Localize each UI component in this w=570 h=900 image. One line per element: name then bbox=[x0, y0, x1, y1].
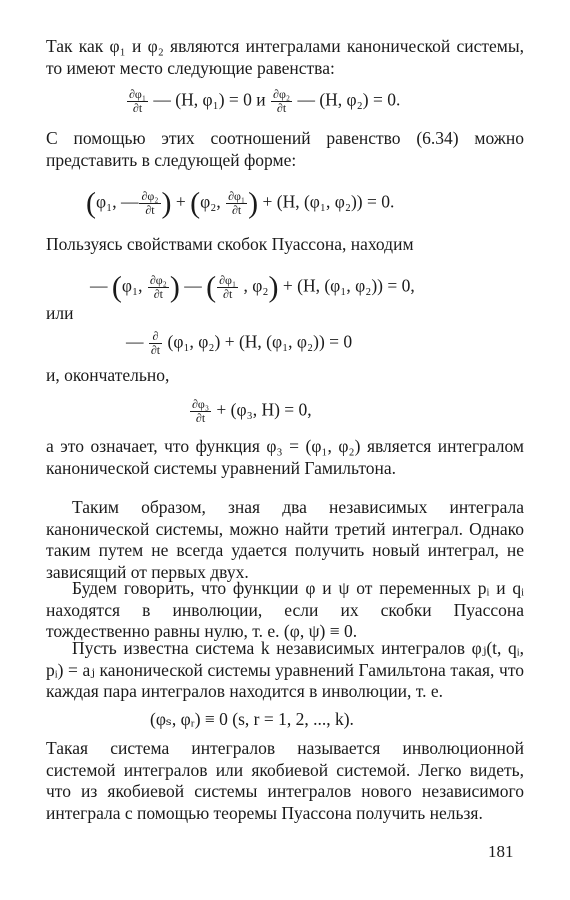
fraction: $\frac{\partial}{\partial t}$ bbox=[150, 329, 161, 357]
paragraph-3: Пользуясь свойствами скобок Пуассона, находим bbox=[46, 234, 414, 254]
fraction: $\frac{\text{∂φ₂}}{\partial t}$ bbox=[149, 273, 167, 301]
paragraph-8: Будем говорить, что функции φ и ψ от переменных pᵢ и qᵢ находятся в инволюции, если их скобки Пуассона тождественно равны нулю, т. е. (φ, ψ) ≡ 0. bbox=[46, 578, 524, 641]
paragraph-2: С помощью этих соотношений равенство (6.34) можно представить в следующей форме: bbox=[46, 128, 524, 170]
fraction: $\frac{\text{∂φ₃}}{\partial t}$ bbox=[192, 397, 210, 425]
paragraph-7: Таким образом, зная два независимых интеграла канонической системы, можно найти третий интеграл. Однако таким путем не всегда удается получить новый интеграл, не зависящий от первых двух. bbox=[46, 497, 524, 582]
fraction: $\frac{\text{∂φ₂}}{\partial t}$ bbox=[141, 189, 159, 217]
fraction: $\frac{\text{∂φ₁}}{\partial t}$ bbox=[228, 189, 246, 217]
paragraph-10: Такая система интегралов называется инволюционной системой интегралов или якобиевой системой. Легко видеть, что из якобиевой системы интегралов нового независимого интеграла с помощью теоремы Пуассона получить нельзя. bbox=[46, 738, 524, 823]
book-page: Так как φ₁ и φ₂ являются интегралами канонической системы, то имеют место следующие равенства: $\frac{\text{∂φ₁}}{\partial t}$ — (H, φ₁) = 0 и $\frac{\text{∂φ₂}}{\partial t}$ — (H, φ₂) = 0. С помощью этих соотношений равенство (6.34) можно представить в следующей форме: (φ₁, — $\frac{\text{∂φ₂}}{\partial t}$ ) + (φ₂, $\frac{\text{∂φ₁}}{\partial t}$ ) + (H, (φ₁, φ₂)) = 0. Пользуясь свойствами скобок Пуассона, находим — (φ₁, $\frac{\text{∂φ₂}}{\partial t}$ ) — ( $\frac{\text{∂φ₁}}{\partial t}$ , φ₂) + (H, (φ₁, φ₂)) = 0, или — $\frac{\partial}{\partial t}$ (φ₁, φ₂) + (H, (φ₁, φ₂)) = 0 и, окончательно, $\frac{\text{∂φ₃}}{\partial t}$ + (φ₃, H) = 0, а это означает, что функция φ₃ = (φ₁, φ₂) является интегралом канонической системы уравнений Гамильтона. Таким образом, зная два независимых интеграла канонической системы, можно найти третий интеграл. Однако таким путем не всегда удается получить новый интеграл, не зависящий от первых двух. Будем говорить, что функции φ и ψ от переменных pᵢ и qᵢ находятся в инволюции, если их скобки Пуассона тождественно равны нулю, т. е. (φ, ψ) ≡ 0. Пусть известна система k независимых интегралов φⱼ(t, qᵢ, pᵢ) = aⱼ канонической системы уравнений Гамильтона такая, что каждая пара интегралов находится в инволюции, т. е. (φₛ, φᵣ) ≡ 0 (s, r = 1, 2, ..., k). Такая система интегралов называется инволюционной системой интегралов или якобиевой системой. Легко видеть, что из якобиевой системы интегралов нового независимого интеграла с помощью теоремы Пуассона получить нельзя. 181 bbox=[46, 36, 524, 861]
paragraph-9: Пусть известна система k независимых интегралов φⱼ(t, qᵢ, pᵢ) = aⱼ канонической системы уравнений Гамильтона такая, что каждая пара интегралов находится в инволюции, т. е. bbox=[46, 638, 524, 701]
paragraph-6: а это означает, что функция φ₃ = (φ₁, φ₂) является интегралом канонической системы уравнений Гамильтона. bbox=[46, 436, 524, 478]
paragraph-1: Так как φ₁ и φ₂ являются интегралами канонической системы, то имеют место следующие равенства: bbox=[46, 36, 524, 78]
paragraph-5: и, окончательно, bbox=[46, 365, 170, 385]
page-number: 181 bbox=[488, 842, 514, 861]
fraction: $\frac{\text{∂φ₂}}{\partial t}$ bbox=[273, 87, 291, 115]
fraction: $\frac{\text{∂φ₁}}{\partial t}$ bbox=[129, 87, 147, 115]
paragraph-4: или bbox=[46, 303, 74, 323]
fraction: $\frac{\text{∂φ₁}}{\partial t}$ bbox=[219, 273, 237, 301]
